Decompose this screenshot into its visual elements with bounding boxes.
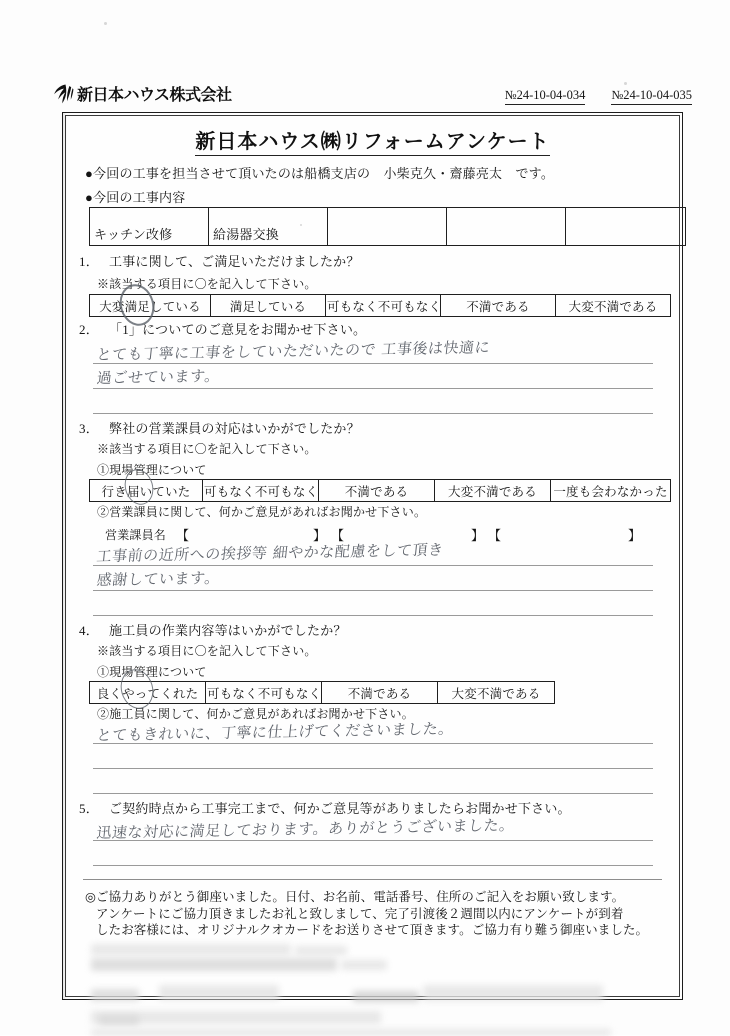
survey-form-frame [62, 112, 683, 1000]
q3-option-3[interactable]: 大変不満である [435, 480, 551, 502]
table-row [90, 682, 555, 704]
q3-rule-2 [93, 590, 653, 591]
q3-answer-line-1: 工事前の近所への挨拶等 細やかな配慮をして頂き [95, 540, 445, 566]
footer-line-2: アンケートにご協力頂きましたお礼と致しまして、完了引渡後２週間以内にアンケートが到着 [96, 906, 624, 921]
work-content-table [89, 207, 686, 246]
footer-line-1: ◎ご協力ありがとう御座いました。日付、お名前、電話番号、住所のご記入をお願い致します。 [85, 890, 625, 904]
work-cell-3 [328, 208, 447, 246]
q1-option-0[interactable]: 大変満足している [90, 295, 211, 317]
q4-option-1[interactable]: 可もなく不可もなく [206, 682, 322, 704]
q3-option-4[interactable]: 一度も会わなかった [551, 480, 671, 502]
q3-question: 弊社の営業課員の対応はいかがでしたか？ [109, 421, 360, 436]
q3-name-bracket-open-1: 【 [176, 528, 190, 543]
page-title-text: 新日本ハウス㈱リフォームアンケート [195, 129, 549, 156]
q5-question: ご契約時点から工事完工まで、何かご意見等がありましたらお聞かせ下さい。 [109, 801, 571, 816]
q4-sub1-label: ①現場管理について [97, 665, 207, 679]
scan-speck [104, 22, 107, 25]
page-header [52, 82, 692, 110]
q3-name-field-label: 営業課員名 [105, 528, 167, 542]
q1-options-table [89, 294, 671, 317]
page-title [63, 125, 682, 154]
q1-option-1[interactable]: 満足している [211, 295, 326, 317]
q3-options-table [89, 479, 671, 502]
q3-rule-3 [93, 615, 653, 616]
q4-rule-2 [93, 768, 653, 769]
shinnihon-house-logo-icon [52, 83, 74, 105]
company-logo [52, 82, 232, 105]
footer-line-3: したお客様には、オリジナルクオカードをお送りさせて頂きます。ご協力有り難う御座いました。 [96, 923, 649, 937]
document-number-1: №24-10-04-034 [505, 88, 586, 105]
q3-note: ※該当する項目に〇を記入して下さい。 [97, 442, 317, 456]
work-cell-4 [447, 208, 566, 246]
q2-answer-line-1: とても丁寧に工事をしていただいたので 工事後は快適に [95, 338, 492, 364]
work-content-label: ●今回の工事内容 [85, 190, 186, 205]
q4-option-2[interactable]: 不満である [322, 682, 438, 704]
footer-separator [83, 879, 662, 880]
q5-answer-line-1: 迅速な対応に満足しております。ありがとうございました。 [95, 815, 516, 843]
q1-option-4[interactable]: 大変不満である [556, 295, 671, 317]
q4-sub2-label: ②施工員に関して、何かご意見があればお聞かせ下さい。 [97, 707, 414, 721]
scan-speck [624, 82, 627, 85]
q3-rule-1 [93, 565, 653, 566]
q3-name-bracket-open-3: 【 [488, 528, 502, 543]
q4-option-3[interactable]: 大変不満である [438, 682, 555, 704]
q2-number: 2． [79, 322, 99, 337]
q3-sub1-label: ①現場管理について [97, 463, 207, 477]
q4-question: 施工員の作業内容等はいかがでしたか？ [109, 623, 347, 638]
q4-answer-line-1: とてもきれいに、丁寧に仕上げてくださいました。 [95, 719, 455, 745]
work-cell-2: 給湯器交換 [209, 208, 328, 246]
q2-answer-line-2: 過ごせています。 [95, 366, 221, 388]
footer-note [85, 889, 666, 939]
table-row [90, 295, 671, 317]
q3-name-bracket-open-2: 【 [331, 528, 345, 543]
q2-rule-3 [93, 413, 653, 414]
q3-name-bracket-close-1: 】 [313, 528, 327, 543]
company-name: 新日本ハウス株式会社 [77, 85, 232, 104]
table-row [90, 208, 686, 246]
work-cell-5 [566, 208, 686, 246]
q3-option-2[interactable]: 不満である [319, 480, 435, 502]
q5-number: 5． [79, 801, 99, 816]
q5-rule-2 [93, 865, 653, 866]
q4-option-0[interactable]: 良くやってくれた [90, 682, 206, 704]
q4-options-table [89, 681, 555, 704]
q4-note: ※該当する項目に〇を記入して下さい。 [97, 644, 317, 658]
document-number-2: №24-10-04-035 [611, 88, 692, 105]
q3-option-1[interactable]: 可もなく不可もなく [203, 480, 319, 502]
table-row [90, 480, 671, 502]
q1-number: 1． [79, 254, 99, 269]
q4-number: 4． [79, 623, 99, 638]
work-cell-1: キッチン改修 [90, 208, 209, 246]
q3-option-0[interactable]: 行き届いていた [90, 480, 203, 502]
q3-answer-line-2: 感謝しています。 [95, 568, 221, 590]
q3-name-bracket-close-3: 】 [628, 528, 642, 543]
q1-option-3[interactable]: 不満である [441, 295, 556, 317]
q3-number: 3． [79, 421, 99, 436]
q1-question: 工事に関して、ご満足いただけましたか？ [109, 254, 360, 269]
q4-rule-3 [93, 793, 653, 794]
charge-line: ●今回の工事を担当させて頂いたのは船橋支店の 小柴克久・齋藤亮太 です。 [85, 166, 555, 181]
document-numbers [505, 88, 692, 105]
q2-rule-2 [93, 388, 653, 389]
q3-sub2-label: ②営業課員に関して、何かご意見があればお聞かせ下さい。 [97, 505, 427, 519]
q2-question: 「1」についてのご意見をお聞かせ下さい。 [109, 322, 367, 337]
q1-note: ※該当する項目に〇を記入して下さい。 [97, 277, 317, 291]
q3-name-bracket-close-2: 】 [471, 528, 485, 543]
q1-option-2[interactable]: 可もなく不可もなく [326, 295, 441, 317]
scan-speck [300, 224, 302, 226]
scan-edge-shadow [62, 112, 67, 1000]
